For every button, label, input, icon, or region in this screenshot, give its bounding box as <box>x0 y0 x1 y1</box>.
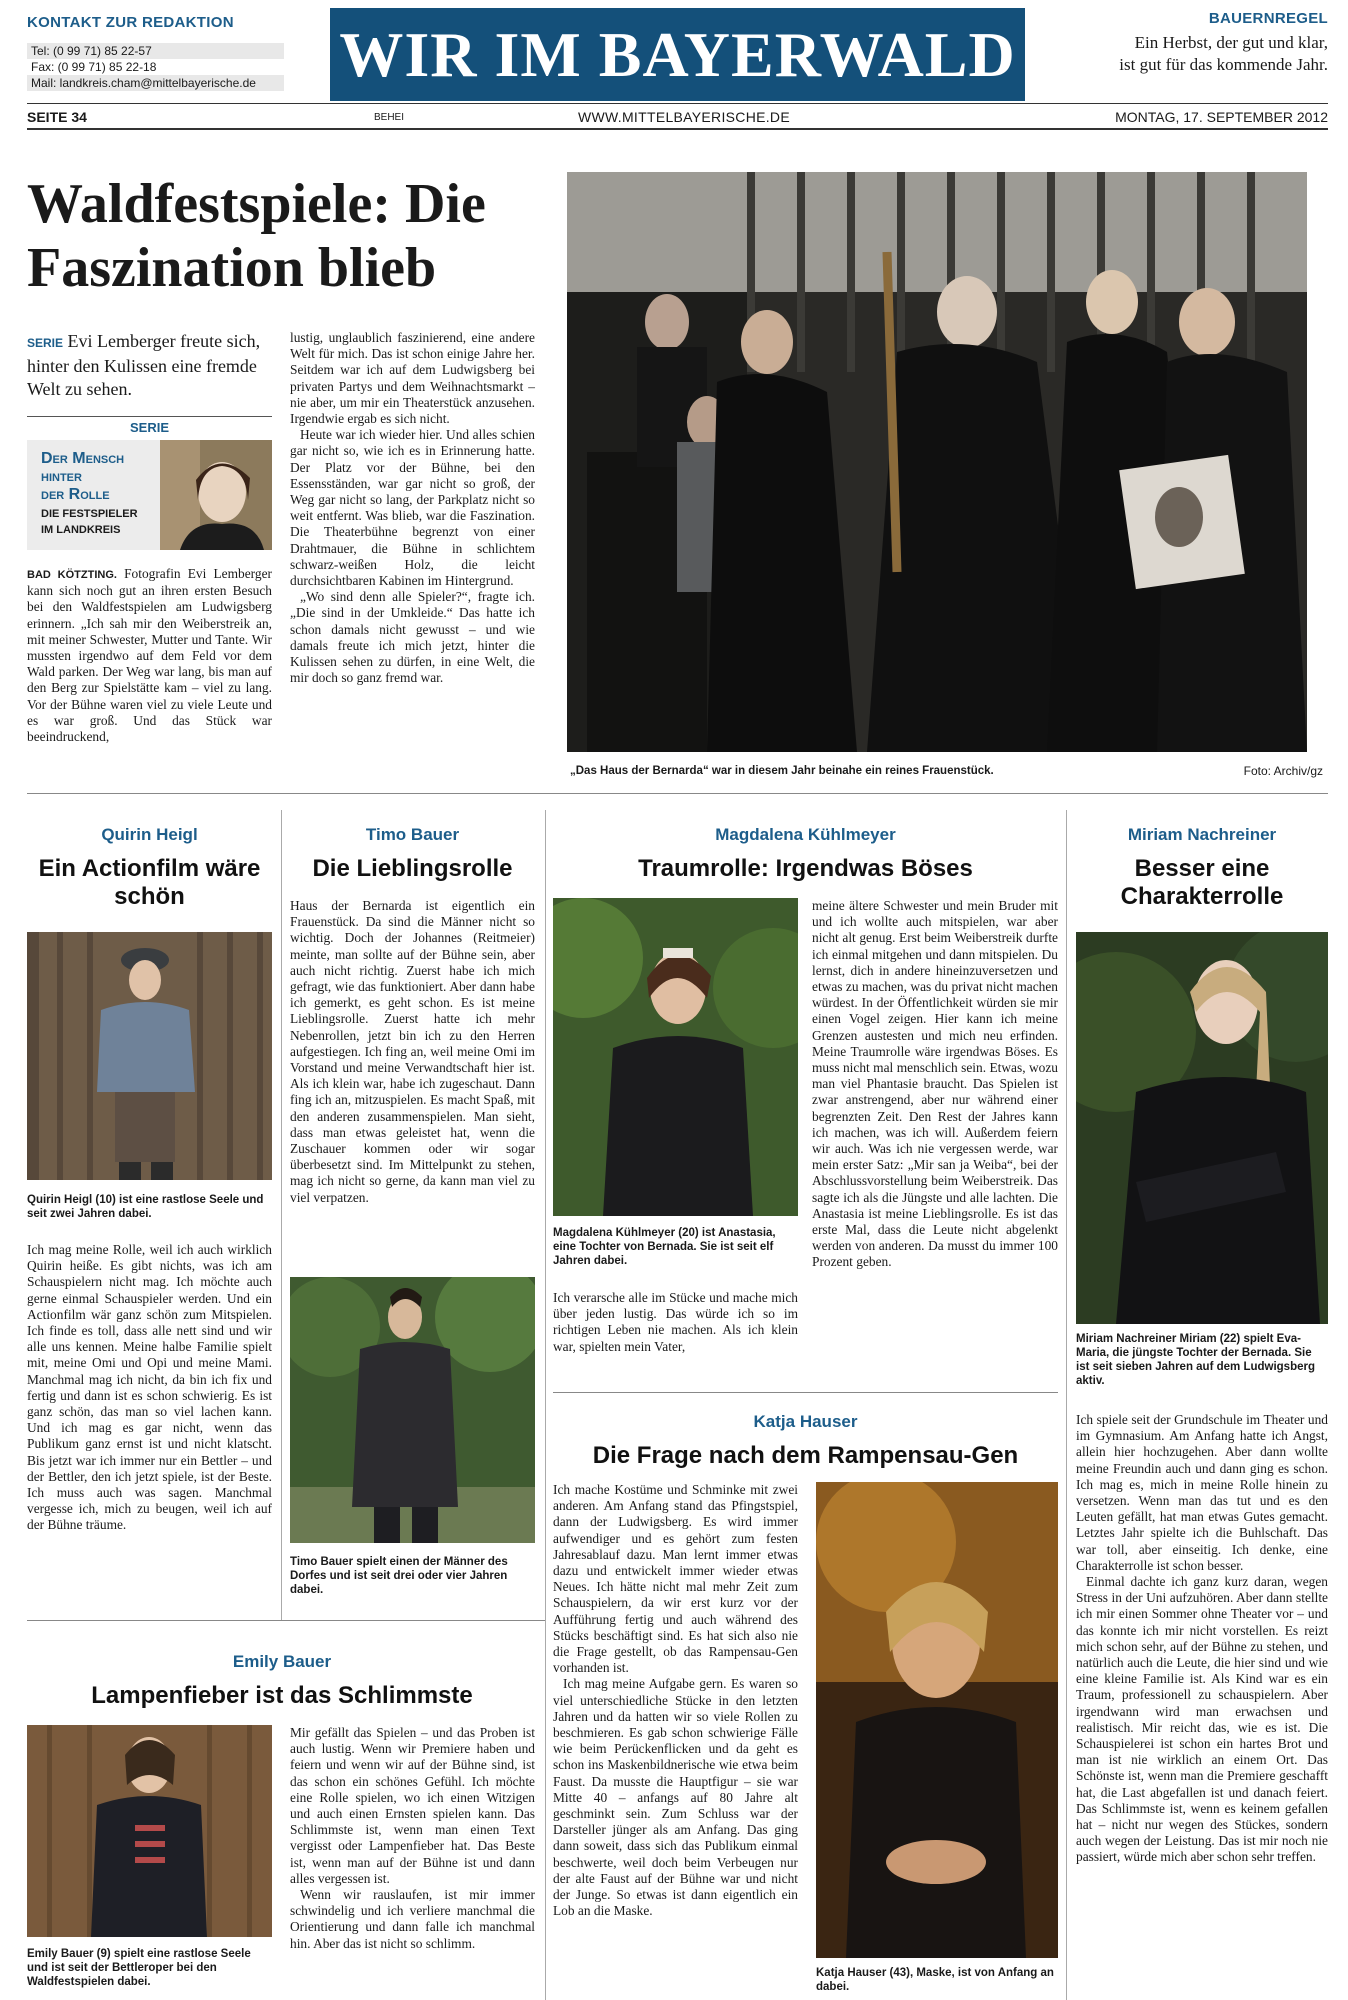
katja-photo <box>816 1482 1058 1958</box>
katja-text-p1: Ich mache Kostüme und Schminke mit zwei anderen. Am Anfang stand das Pfingstspiel, dann der Ludwigsberg. Es wird immer aufwendiger und es gehört zum festen Jahresablauf dazu. Man lernt immer etwas dazu und entwickelt immer wieder etwas Neues. Ich hätte nicht mal mehr Zeit zum Schauspielern, da wir erst kurz vor der Aufführung fertig und auch während des Stücks beschäftigt sind. Es hat sich also nie die Frage gestellt, ob das Rampensau-Gen vorhanden ist. <box>553 1482 798 1676</box>
lead-headline <box>27 172 567 300</box>
miriam-headline: Besser eine Charakterrolle <box>1120 855 1284 910</box>
katja-caption: Katja Hauser (43), Maske, ist von Anfang an dabei. <box>816 1967 1054 1993</box>
column-divider <box>281 810 282 1620</box>
author-portrait <box>160 440 272 550</box>
katja-name: Katja Hauser <box>753 1412 858 1431</box>
masthead: WIR IM BAYERWALD <box>330 8 1025 101</box>
bauernregel-line-2: ist gut für das kommende Jahr. <box>1119 55 1328 74</box>
lead-dateline: BAD KÖTZTING. <box>27 569 117 581</box>
magdalena-photo <box>553 898 798 1216</box>
lead-kicker: SERIE <box>27 336 64 350</box>
emily-text <box>290 1725 535 1952</box>
emily-photo <box>27 1725 272 1937</box>
lead-teaser <box>27 330 272 401</box>
magdalena-name: Magdalena Kühlmeyer <box>715 825 896 844</box>
bauernregel-line-1: Ein Herbst, der gut und klar, <box>1134 33 1328 52</box>
contact-fax: Fax: (0 99 71) 85 22-18 <box>27 59 284 75</box>
lead-teaser-text: Evi Lemberger freute sich, hinter den Kulissen eine fremde Welt zu sehen. <box>27 331 261 399</box>
magdalena-headline: Traumrolle: Irgendwas Böses <box>638 855 973 882</box>
edition-code: BEHEI <box>374 112 405 123</box>
emily-name: Emily Bauer <box>232 1652 332 1671</box>
timo-caption: Timo Bauer spielt einen der Männer des Dorfes und ist seit drei oder vier Jahren dabei. <box>290 1556 508 1596</box>
lead-photo <box>567 172 1307 752</box>
timo-photo <box>290 1277 535 1543</box>
serie-box <box>27 440 272 550</box>
timo-headline: Die Lieblingsrolle <box>312 855 513 882</box>
magdalena-text-p1: Ich verarsche alle im Stücke und mache mich über jeden lustig. Das würde ich so im richtigen Leben nie machen. Als ich klein war, spielten mein Vater, <box>553 1290 798 1354</box>
lead-col-2-p2: Heute war ich wieder hier. Und alles schien gar nicht so, wie ich es in Erinnerung hatte. Der Platz vor der Bühne, bei den Essensständen, war gar nicht so groß, der Weg gar nicht so lang, der Parkplatz nicht so weit entfernt. Was blieb, war die Faszination. Die Theaterbühne begrenzt von einer Drahtmauer, die Bühne in schlichtem schwarz-weißen Holz, die leicht durchsichtbaren Kabinen im Hintergrund. <box>290 427 535 589</box>
page-number: SEITE 34 <box>27 109 87 125</box>
header-rule-bottom <box>27 128 1328 130</box>
emily-text-p1: Mir gefällt das Spielen – und das Proben ist auch lustig. Wenn wir Premiere haben und feiern und wenn wir auf der Bühne sind, ist das schon ein schönes Gefühl. Ich möchte eine Rolle spielen, wo ich einen Witzigen und auch einen Ernsten spielen kann. Das Schlimmste ist, wenn man einen Text vergisst oder Lampenfieber hat. Das Beste ist, wenn man auf der Bühne ist und dann alles vergessen ist. <box>290 1725 535 1886</box>
quirin-text <box>27 1242 272 1534</box>
quirin-caption: Quirin Heigl (10) ist eine rastlose Seele und seit zwei Jahren dabei. <box>27 1194 264 1220</box>
emily-caption: Emily Bauer (9) spielt eine rastlose Seele und ist seit der Bettleroper bei den Waldfestspielen dabei. <box>27 1948 251 1988</box>
miriam-text <box>1076 1412 1328 1866</box>
serie-box-rule <box>27 416 272 417</box>
lead-photo-caption: „Das Haus der Bernarda“ war in diesem Jahr beinahe ein reines Frauenstück. <box>570 765 994 777</box>
emily-rule <box>27 1620 545 1621</box>
column-divider <box>545 810 546 2000</box>
katja-headline: Die Frage nach dem Rampensau-Gen <box>592 1442 1019 1469</box>
header-rule-top <box>27 103 1328 104</box>
contact-label: KONTAKT ZUR REDAKTION <box>27 14 234 31</box>
quirin-headline: Ein Actionfilm wäre schön <box>38 855 261 910</box>
serie-title-line-1: Der Mensch <box>41 450 125 467</box>
timo-name: Timo Bauer <box>365 825 460 844</box>
magdalena-caption: Magdalena Kühlmeyer (20) ist Anastasia, eine Tochter von Bernada. Sie ist seit elf Jahren dabei. <box>553 1227 776 1267</box>
contact-tel: Tel: (0 99 71) 85 22-57 <box>27 43 284 59</box>
lead-photo-credit: Foto: Archiv/gz <box>1243 764 1323 778</box>
lead-col-2 <box>290 330 535 686</box>
emily-text-p2: Wenn wir rauslaufen, ist mir immer schwindelig und ich verliere manchmal die Orientierung und dann falle ich manchmal hin. Aber das ist nicht so schlimm. <box>290 1887 535 1951</box>
quirin-text-p1: Ich mag meine Rolle, weil ich auch wirklich Quirin heiße. Es gibt nichts, was ich am Schauspielern nicht mag. Ich möchte auch gerne einmal Schauspieler werden. Und ein Actionfilm wär ganz schön zum Mitspielen. Ich finde es toll, dass alle nett sind und wir alle uns kennen. Meine halbe Familie spielt mit, meine Omi und Opi und meine Mami. Manchmal mag ich nicht, da bin ich fix und fertig und dann ist es schon schwierig. Es ist ganz schön, das man so viel lachen kann. Und ich mag es gar nicht, wenn das Publikum ganz ernst ist und nicht klatscht. Bis jetzt war ich immer nur ein Bettler – und der Bettler, den ich jetzt spiele, ist der Beste. Ich muss auch was sagen. Manchmal vergesse ich, mich zu beugen, weil ich auf der Bühne träume. <box>27 1242 272 1533</box>
contact-mail[interactable]: Mail: landkreis.cham@mittelbayerische.de <box>27 75 284 91</box>
serie-title-line-2: hinter <box>41 468 82 485</box>
lead-col-1 <box>27 566 272 745</box>
lead-headline-line-1: Waldfestspiele: Die <box>27 173 486 235</box>
miriam-name: Miriam Nachreiner <box>1127 825 1277 844</box>
miriam-text-p2: Einmal dachte ich ganz kurz daran, wegen Stress in der Uni aufzuhören. Aber dann stellte ich mir einen Sommer ohne Theater vor – und das konnte ich mir nicht vorstellen. Es reizt mich schon sehr, auf der Bühne zu stehen, und natürlich auch die Leute, die hier sind und wie eine kleine Familie ist. Als Kind war es ein Traum, professionell zu schauspielern. Aber irgendwann wird man erwachsen und realistisch. Mir reicht das, wie es ist. Die Schauspielerei ist schon ein hartes Brot und man ist nie wirklich an einem Ort. Das Schönste ist, wenn man die Premiere geschafft hat, die Last abgefallen ist und danach feiert. Das Schlimmste ist, wenn es keinem gefallen hat – nicht nur wegen des Stückes, sondern auch wegen der Leistung. Das ist mir noch nie passiert, würde mich aber schon sehr treffen. <box>1076 1574 1328 1865</box>
timo-text-p1: Haus der Bernarda ist eigentlich ein Frauenstück. Da sind die Männer nicht so wichtig. Doch der Johannes (Reitmeier) meinte, man sollte auf der Bühne sein, aber auch nicht richtig. Zuerst habe ich mich gefragt, wie das funktioniert. Aber dann habe ich gemerkt, es geht schon. Es ist meine Lieblingsrolle. Zuerst hatte ich mehr Nebenrollen, jetzt bin ich zu den Herren aufgestiegen. Ich fing an, weil meine Omi im Vorstand und meine Verwandtschaft hier ist. Als ich klein war, habe ich zugeschaut. Dann fing ich an, mitzuspielen. Es macht Spaß, mit den anderen zusammenspielen. Man sieht, dass man etwas geleistet hat, wenn die Zuschauer kommen oder wir sogar überbesetzt sind. Im Mittelpunkt zu stehen, mag ich nicht so gerne, da kann man viel zu viel verpatzen. <box>290 898 535 1205</box>
bauernregel-text <box>1119 32 1328 76</box>
website[interactable]: WWW.MITTELBAYERISCHE.DE <box>578 109 790 125</box>
lead-headline-line-2: Faszination blieb <box>27 237 437 299</box>
miriam-text-p1: Ich spiele seit der Grundschule im Theater und im Gymnasium. Am Anfang hatte ich Angst, allein hier hochzugehen. Aber dann wollte meine Freundin auch und dann ging es schon. Ich mag es, mich in meine Rolle hinein zu versetzen. Wenn man das tut und es den Leuten gefällt, hat man etwas Gutes gemacht. Letztes Jahr spielte ich die Buhlschaft. Das war toll, aber einseitig. Ich denke, eine Charakterrolle ist schon besser. <box>1076 1412 1328 1573</box>
serie-box-label: SERIE <box>129 420 169 435</box>
miriam-photo <box>1076 932 1328 1324</box>
serie-title-line-3: der Rolle <box>41 486 110 503</box>
lead-col-2-p1: lustig, unglaublich faszinierend, eine andere Welt für mich. Das ist schon einige Jahre her. Seitdem war ich auf dem Ludwigsberg bei privaten Partys und dem Weihnachtsmarkt – nie aber, um mir ein Theaterstück anzusehen. Irgendwie ergab es sich nicht. <box>290 330 535 427</box>
column-divider <box>1066 810 1067 2000</box>
quirin-name: Quirin Heigl <box>101 825 198 844</box>
magdalena-text-left <box>553 1290 798 1355</box>
serie-sub-line-2: IM LANDKREIS <box>41 524 121 536</box>
lead-col-2-p3: „Wo sind denn alle Spieler?“, fragte ich. „Die sind in der Umkleide.“ Das hatte ich schon damals nicht gewusst – und wie damals freute ich mich jetzt, hinter die Kulissen sehen zu dürfen, in eine Welt, die mir doch so ganz fremd war. <box>290 589 535 686</box>
quirin-photo <box>27 932 272 1180</box>
katja-rule <box>553 1392 1058 1393</box>
timo-text <box>290 898 535 1206</box>
serie-sub-line-1: DIE FESTSPIELER <box>41 508 138 520</box>
magdalena-text-p2: meine ältere Schwester und mein Bruder mit und ich wollte auch mitspielen, war aber nicht alt genug. Erst beim Weiberstreik durfte ich einmal mitgehen und dann mitspielen. Du lernst, dich in andere hineinzuversetzen und etwas zu machen, was du privat nicht machen würdest. In der Öffentlichkeit würden sie mir einen Vogel zeigen. Hier kann ich meine Grenzen austesten und mich neu erfinden. Meine Traumrolle wäre irgendwas Böses. Es muss nicht mal menschlich sein. Etwas, wozu man viel Phantasie braucht. Das Spielen ist zwar anstrengend, aber nur während einer begrenzten Zeit. Den Rest der Jahres kann ich machen, was ich will. Außerdem feiern wir auch. Was ich nie vergessen werde, war mein erster Satz: „Mir san ja Weiba“, bei der Abschlussvorstellung beim Weiberstreik. Das sagte ich als die Jüngste und alle lachten. Die Anastasia ist meine Lieblingsrolle. Es ist das erste Mal, dass die Leute nicht abgelenkt werden von anderen. Da musst du immer 100 Prozent geben. <box>812 898 1058 1270</box>
section-rule <box>27 793 1328 794</box>
issue-date: MONTAG, 17. SEPTEMBER 2012 <box>1115 109 1328 125</box>
katja-text-p2: Ich mag meine Aufgabe gern. Es waren so viel unterschiedliche Stücke in den letzten Jahren und da hatten wir so viele Rollen zu beschmieren. Es gab schon schwierige Fälle wie beim Perückenflicken und da geht es schon ins Maskenbildnerische wie etwa beim Faust. Da musste die Hauptfigur – sie war Mitte 40 – anfangs auf 80 Jahre alt geschminkt sein. Zum Schluss war der Darsteller jünger als am Anfang. Das ging dann soweit, dass sich das Publikum einmal beschwerte, weil doch beim Verbeugen nur der alte Faust auf der Bühne war und nicht der Junge. So etwas ist dann eigentlich ein Lob an die Maske. <box>553 1676 798 1919</box>
emily-headline: Lampenfieber ist das Schlimmste <box>91 1682 473 1709</box>
miriam-caption: Miriam Nachreiner Miriam (22) spielt Eva-Maria, die jüngste Tochter der Bernada. Sie ist seit sieben Jahren auf dem Ludwigsberg aktiv. <box>1076 1333 1316 1387</box>
bauernregel-label: BAUERNREGEL <box>1208 10 1328 27</box>
lead-col-1-text: Fotografin Evi Lemberger kann sich noch gut an ihren ersten Besuch bei den Waldfestspielen am Ludwigsberg erinnern. „Ich sah mir den Weiberstreik an, mit meiner Schwester, Mutter und Tante. Wir mussten irgendwo auf dem Feld vor dem Wald parken. Der Weg war lang, bis man auf den Berg zur Spielstätte kam – viel zu lang. Vor der Bühne waren viel zu viele Leute und es war groß. Und das Stück war beeindruckend, <box>27 566 272 745</box>
magdalena-text-right <box>812 898 1058 1271</box>
katja-text <box>553 1482 798 1919</box>
